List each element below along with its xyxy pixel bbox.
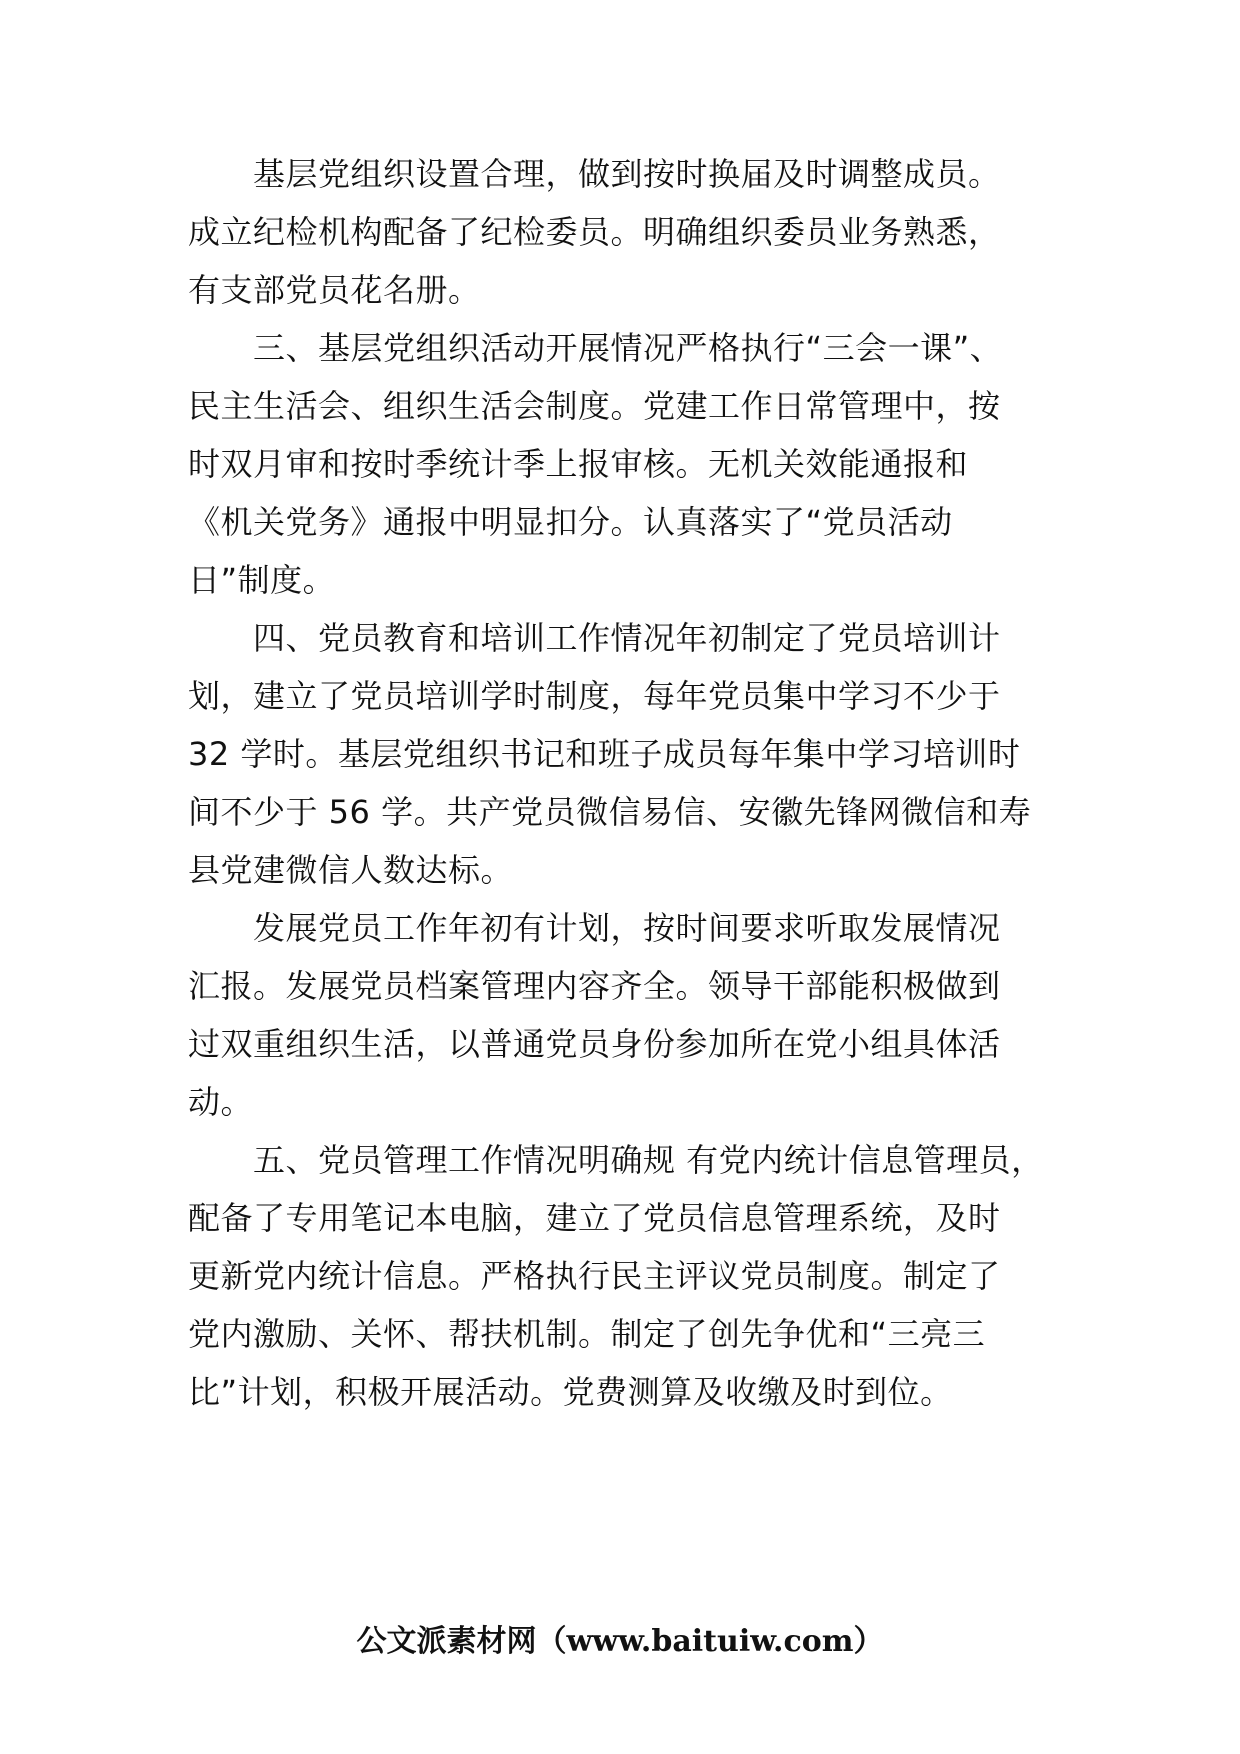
- text-line: 党内激励、关怀、帮扶机制。制定了创先争优和“三亮三: [188, 1315, 986, 1353]
- text-line: 更新党内统计信息。严格执行民主评议党员制度。制定了: [188, 1257, 1001, 1295]
- text-line: 有支部党员花名册。: [188, 271, 481, 309]
- text-line: 划，建立了党员培训学时制度，每年党员集中学习不少于: [188, 677, 1001, 715]
- text-line: 汇报。发展党员档案管理内容齐全。领导干部能积极做到: [188, 967, 1001, 1005]
- footer-source: 公文派素材网（www.baituiw.com）: [356, 1624, 884, 1659]
- text-line: 发展党员工作年初有计划，按时间要求听取发展情况: [188, 909, 1001, 947]
- text-line: 民主生活会、组织生活会制度。党建工作日常管理中，按: [188, 387, 1001, 425]
- text-line: 32 学时。基层党组织书记和班子成员每年集中学习培训时: [188, 735, 1021, 773]
- text-line: 五、党员管理工作情况明确规 有党内统计信息管理员，: [188, 1141, 1044, 1179]
- text-line: 间不少于 56 学。共产党员微信易信、安徽先锋网微信和寿: [188, 793, 1032, 831]
- text-line: 《机关党务》通报中明显扣分。认真落实了“党员活动: [188, 503, 953, 541]
- text-line: 三、基层党组织活动开展情况严格执行“三会一课”、: [188, 329, 1003, 367]
- text-line: 县党建微信人数达标。: [188, 851, 514, 889]
- text-line: 基层党组织设置合理，做到按时换届及时调整成员。: [188, 155, 1001, 193]
- text-line: 过双重组织生活，以普通党员身份参加所在党小组具体活: [188, 1025, 1001, 1063]
- text-line: 配备了专用笔记本电脑，建立了党员信息管理系统，及时: [188, 1199, 1001, 1237]
- text-line: 动。: [188, 1083, 254, 1121]
- text-line: 比”计划，积极开展活动。党费测算及收缴及时到位。: [188, 1373, 953, 1411]
- text-line: 四、党员教育和培训工作情况年初制定了党员培训计: [188, 619, 1001, 657]
- text-line: 日”制度。: [188, 561, 336, 599]
- text-line: 时双月审和按时季统计季上报审核。无机关效能通报和: [188, 445, 969, 483]
- text-line: 成立纪检机构配备了纪检委员。明确组织委员业务熟悉，: [188, 213, 1001, 251]
